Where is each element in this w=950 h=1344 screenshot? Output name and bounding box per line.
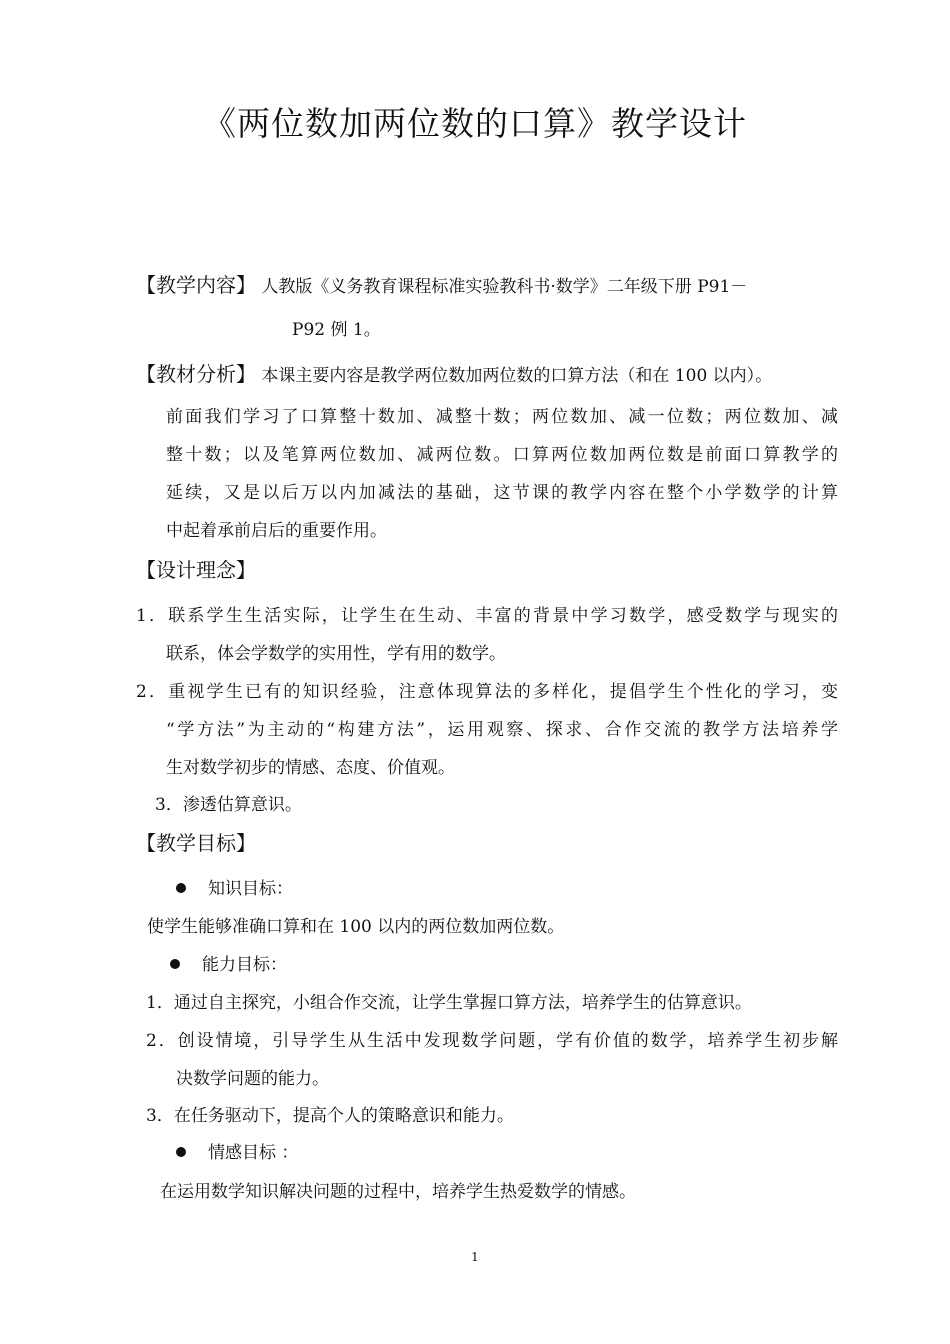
concept-heading: 【设计理念】	[136, 558, 256, 582]
document-title: 《两位数加两位数的口算》教学设计	[203, 104, 747, 143]
concept-item-2-line2: “学方法”为主动的“构建方法”，运用观察、探求、合作交流的教学方法培养学	[166, 720, 838, 740]
emotion-goal-label-row	[176, 1141, 298, 1165]
knowledge-goal-label: 知识目标：	[208, 879, 293, 899]
analysis-heading: 【教材分析】	[136, 362, 256, 386]
goals-heading: 【教学目标】	[136, 831, 256, 855]
analysis-row	[136, 362, 772, 388]
content-text-line1: 人教版《义务教育课程标准实验教科书·数学》二年级下册 P91－	[261, 277, 748, 297]
knowledge-goal-label-row	[176, 877, 293, 901]
content-heading: 【教学内容】	[136, 273, 256, 297]
concept-item-1-line1: 1．联系学生生活实际，让学生在生动、丰富的背景中学习数学，感受数学与现实的	[136, 606, 838, 626]
analysis-paragraph-line: 中起着承前启后的重要作用。	[166, 521, 387, 541]
analysis-paragraph-line: 延续，又是以后万以内加减法的基础，这节课的教学内容在整个小学数学的计算	[166, 483, 838, 503]
concept-item-2-line1: 2．重视学生已有的知识经验，注意体现算法的多样化，提倡学生个性化的学习，变	[136, 682, 838, 702]
analysis-paragraph-line: 整十数；以及笔算两位数加、减两位数。口算两位数加两位数是前面口算教学的	[166, 445, 838, 465]
bullet-icon	[176, 883, 186, 893]
ability-goal-item-2-line1: 2．创设情境，引导学生从生活中发现数学问题，学有价值的数学，培养学生初步解	[146, 1031, 838, 1051]
knowledge-goal-text: 使学生能够准确口算和在 100 以内的两位数加两位数。	[147, 917, 565, 937]
analysis-text-line1: 本课主要内容是教学两位数加两位数的口算方法（和在 100 以内）。	[261, 366, 773, 386]
bullet-icon	[170, 959, 180, 969]
emotion-goal-text: 在运用数学知识解决问题的过程中，培养学生热爱数学的情感。	[160, 1182, 636, 1202]
ability-goal-item-3: 3．在任务驱动下，提高个人的策略意识和能力。	[146, 1106, 514, 1126]
ability-goal-label: 能力目标：	[202, 955, 287, 975]
page-number: 1	[471, 1250, 479, 1264]
bullet-icon	[176, 1147, 186, 1157]
analysis-paragraph-line: 前面我们学习了口算整十数加、减整十数；两位数加、减一位数；两位数加、减	[166, 407, 838, 427]
content-row	[136, 273, 747, 299]
concept-item-2-line3: 生对数学初步的情感、态度、价值观。	[166, 758, 455, 778]
ability-goal-item-1: 1．通过自主探究，小组合作交流，让学生掌握口算方法，培养学生的估算意识。	[146, 993, 752, 1013]
concept-item-1-line2: 联系，体会学数学的实用性，学有用的数学。	[166, 644, 506, 664]
concept-item-3: 3．渗透估算意识。	[155, 795, 302, 815]
content-text-line2: P92 例 1。	[292, 320, 381, 340]
emotion-goal-label: 情感目标 ：	[208, 1143, 299, 1163]
ability-goal-item-2-line2: 决数学问题的能力。	[176, 1069, 329, 1089]
ability-goal-label-row	[170, 953, 287, 977]
